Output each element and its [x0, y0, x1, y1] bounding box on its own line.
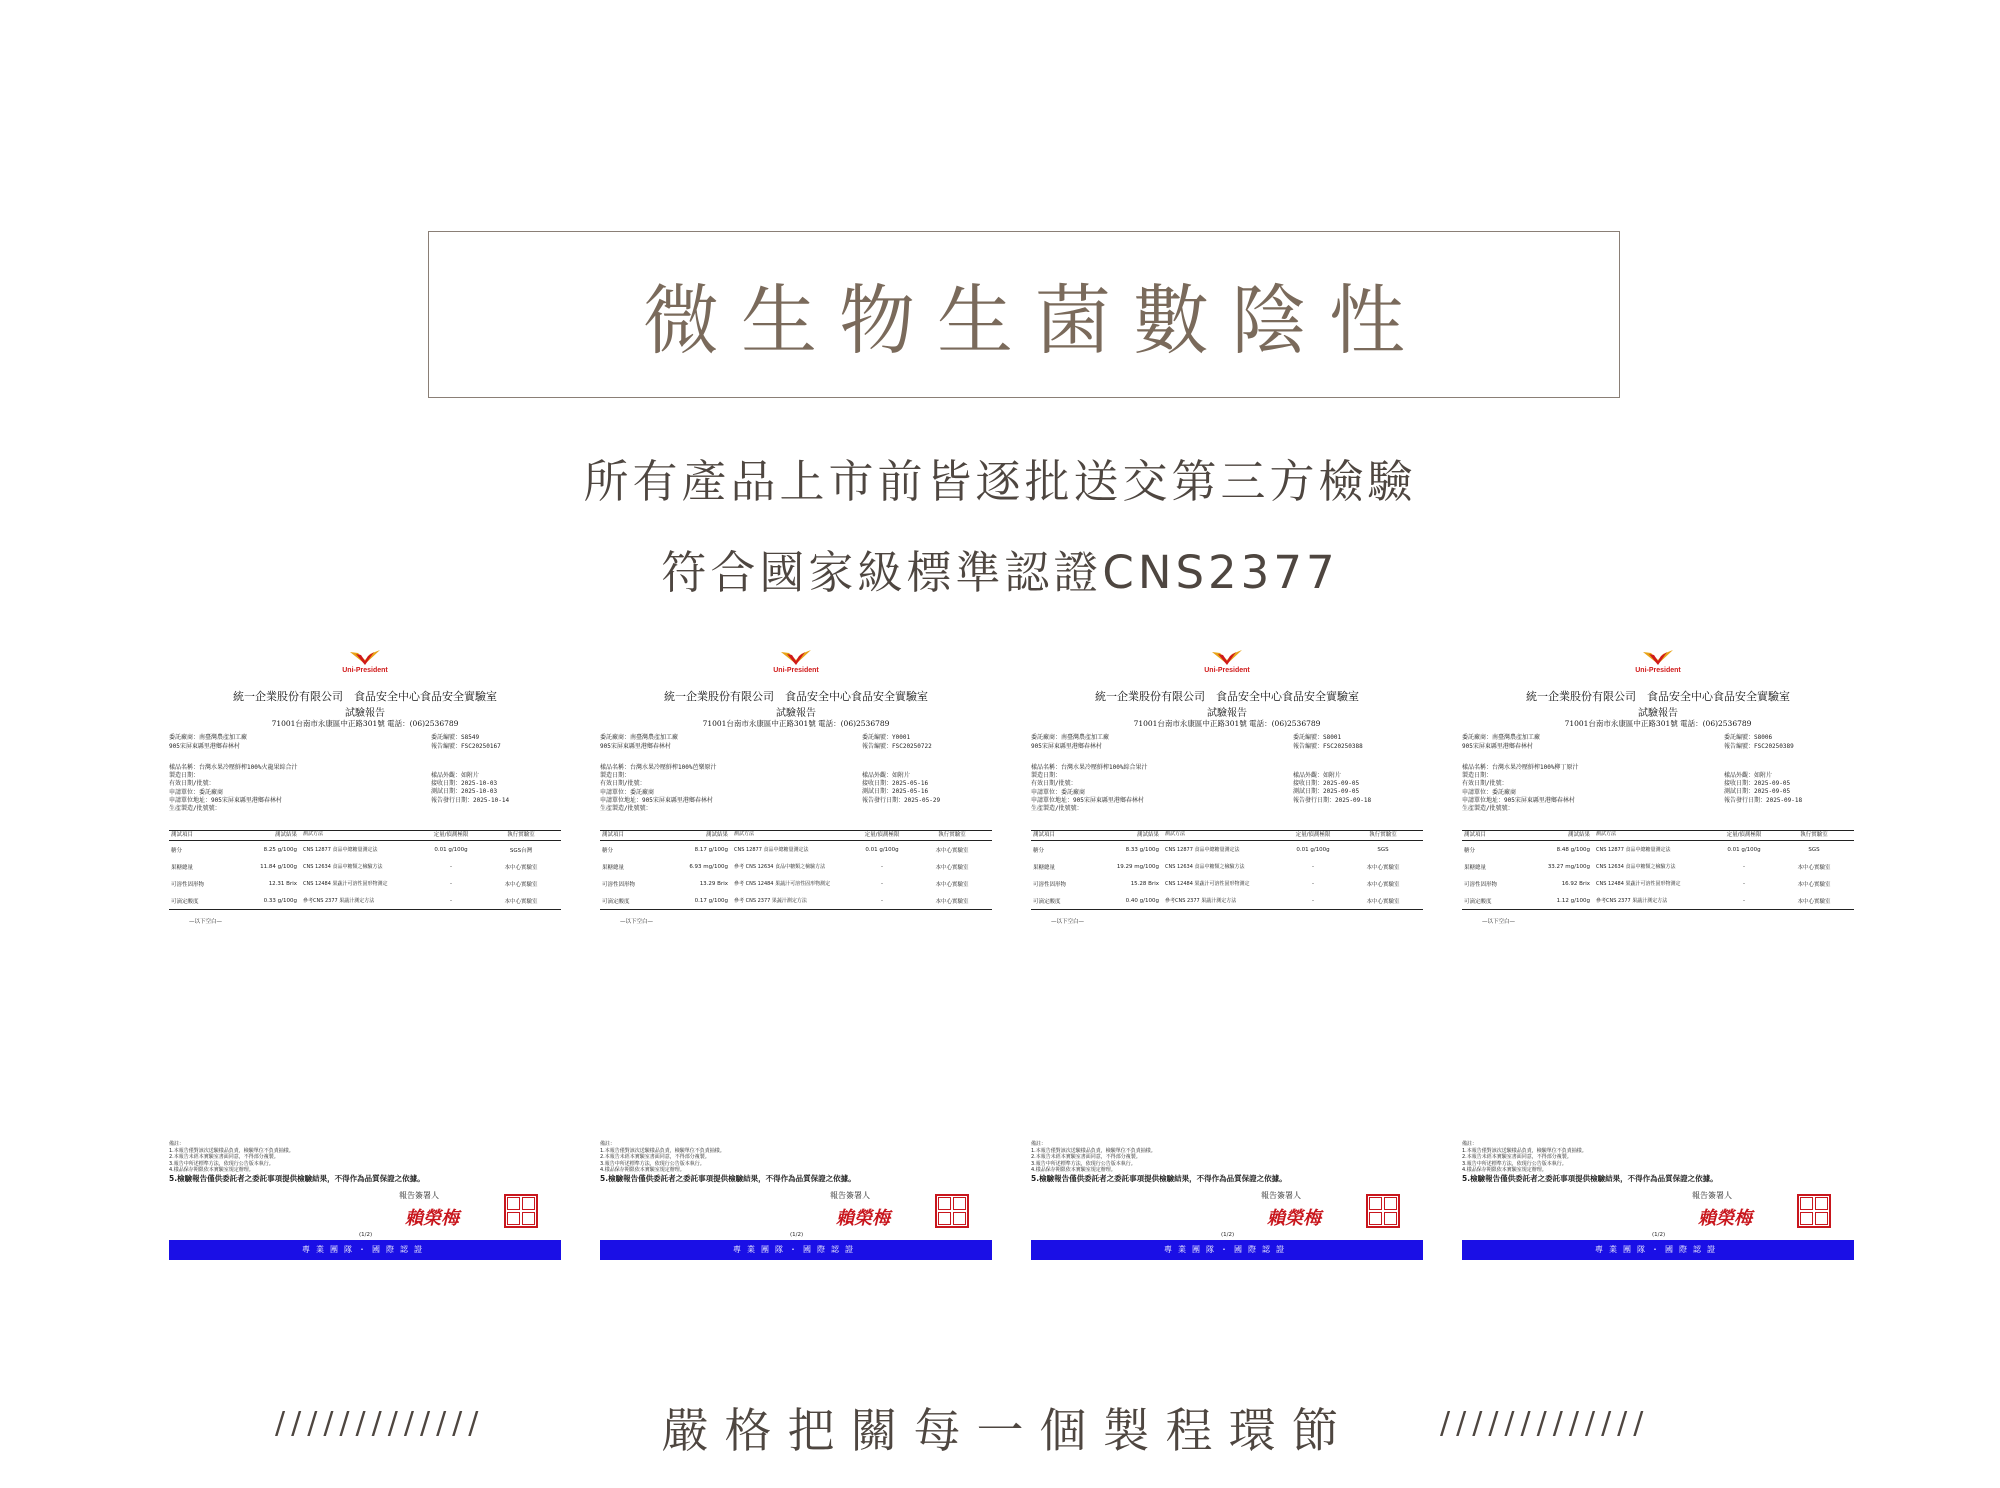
- signature: 賴榮梅: [405, 1208, 459, 1229]
- footer-band: 專業團隊・國際認證: [1462, 1240, 1854, 1260]
- sample-info-line: 有效日期/批號：: [600, 780, 646, 788]
- results-table: [1462, 830, 1854, 910]
- logo-bird-icon: [1210, 648, 1244, 668]
- client-address: 905宋屏東縣里港鄉春林村: [600, 742, 671, 750]
- table-row: [1031, 892, 1423, 909]
- table-row: [169, 892, 561, 909]
- test-method: CNS 12877 食品中總糖量測定法: [1165, 846, 1240, 853]
- report-title: 試驗報告: [1638, 708, 1678, 719]
- lab-name: 本中心實驗室: [935, 864, 969, 871]
- logo-bird-icon: [348, 648, 382, 668]
- client-name: 委託廠商：南臺灣農產加工廠: [1031, 734, 1110, 741]
- product-name: 樣品名稱：台灣水果冷壓鮮榨100%芭樂原汁: [600, 764, 717, 771]
- test-report-document: [169, 642, 561, 1262]
- detection-limit: -: [1312, 863, 1314, 870]
- table-row: [600, 858, 992, 875]
- table-header: [1462, 831, 1854, 841]
- test-report-document: [600, 642, 992, 1262]
- test-result: 11.84 g/100g: [260, 863, 297, 870]
- table-row: [169, 875, 561, 892]
- client-info: [600, 734, 678, 751]
- page-number: (1/2): [790, 1232, 804, 1238]
- lab-name: 本中心實驗室: [935, 898, 969, 905]
- client-name: 委託廠商：南臺灣農產加工廠: [169, 734, 248, 741]
- test-method: 參考 CNS 12484 果蔬汁可溶性固形物測定: [734, 880, 831, 887]
- detection-limit: 0.01 g/100g: [865, 846, 899, 853]
- lab-name: SGS台灣: [509, 847, 533, 854]
- product-name: 樣品名稱：台灣水果冷壓鮮榨100%火龍果綜合汁: [169, 764, 298, 771]
- sample-info-line: 申請單位：委託廠商: [1031, 788, 1086, 796]
- lab-name: 本中心實驗室: [1797, 881, 1831, 888]
- org-line: 統一企業股份有限公司 食品安全中心食品安全實驗室: [1095, 690, 1359, 703]
- table-row: [169, 858, 561, 875]
- report-title: 試驗報告: [345, 708, 385, 719]
- page-number: (1/2): [1652, 1232, 1666, 1238]
- note-emphasis: 5.檢驗報告僅供委託者之委託事項提供檢驗結果，不得作為品質保證之依據。: [600, 1173, 856, 1183]
- lab-name: 本中心實驗室: [504, 898, 538, 905]
- sample-info-line: 申請單位：委託廠商: [600, 788, 655, 796]
- test-item: 果糖總量: [1033, 864, 1056, 871]
- logo-bird-icon: [1641, 648, 1675, 668]
- logo-wordmark: Uni-President: [1204, 667, 1250, 674]
- sample-info-line: 生產製造/批號號：: [600, 805, 652, 813]
- logo-wordmark: Uni-President: [342, 667, 388, 674]
- test-result: 33.27 mg/100g: [1547, 863, 1590, 870]
- sample-info-line: 申請單位地址：905宋屏東縣里港鄉春林村: [169, 796, 282, 804]
- sample-date-line: 接收日期：2025-10-03: [431, 780, 498, 788]
- column-header: 測試項目: [171, 832, 194, 838]
- test-item: 可溶性固形物: [1033, 881, 1067, 888]
- detection-limit: -: [450, 897, 452, 904]
- client-name: 委託廠商：南臺灣農產加工廠: [1462, 734, 1541, 741]
- column-header: 執行實驗室: [938, 832, 966, 838]
- sample-info: [169, 764, 297, 813]
- sample-dates: [431, 772, 509, 805]
- table-row: [1462, 841, 1854, 858]
- test-item: 可溶性固形物: [1464, 881, 1498, 888]
- table-row: [600, 841, 992, 858]
- page-number: (1/2): [1221, 1232, 1235, 1238]
- note-line: 4.樣品保存期限依本實驗室規定辦理。: [169, 1167, 254, 1173]
- report-number: 報告編號：FSC20250388: [1293, 742, 1363, 750]
- detection-limit: 0.01 g/100g: [1727, 846, 1761, 853]
- org-address: 71001台南市永康區中正路301號 電話：(06)2536789: [702, 719, 890, 728]
- signature: 賴榮梅: [836, 1208, 890, 1229]
- sample-dates: [862, 772, 940, 805]
- test-item: 糖分: [171, 847, 183, 854]
- report-notes: [600, 1141, 992, 1184]
- test-method: CNS 12877 食品中總糖量測定法: [303, 846, 378, 853]
- results-table: [600, 830, 992, 910]
- test-result: 0.17 g/100g: [694, 897, 728, 904]
- column-header: 測試項目: [1464, 832, 1487, 838]
- column-header: 定量/偵測極限: [1726, 832, 1762, 838]
- org-address: 71001台南市永康區中正路301號 電話：(06)2536789: [1564, 719, 1752, 728]
- table-row: [1462, 858, 1854, 875]
- detection-limit: -: [1743, 863, 1745, 870]
- sample-info-line: 製造日期：: [1031, 772, 1062, 780]
- lab-name: 本中心實驗室: [935, 881, 969, 888]
- test-item: 果糖總量: [171, 864, 194, 871]
- table-row: [1031, 841, 1423, 858]
- sample-info-line: 申請單位地址：905宋屏東縣里港鄉春林村: [1031, 796, 1144, 804]
- table-end-note: —以下空白—: [1051, 919, 1085, 925]
- test-method: CNS 12634 食品中糖類之檢驗方法: [1165, 863, 1245, 870]
- lab-name: 本中心實驗室: [1366, 864, 1400, 871]
- note-line: 2.本報告未經本實驗室書面同意，不得部分複製。: [600, 1154, 710, 1160]
- test-method: CNS 12877 食品中總糖量測定法: [734, 846, 809, 853]
- sample-dates: [1724, 772, 1802, 805]
- sample-date-line: 測試日期：2025-09-05: [1293, 788, 1360, 796]
- company-logo: [169, 648, 561, 674]
- test-result: 12.31 Brix: [268, 880, 297, 887]
- footer-band: 專業團隊・國際認證: [600, 1240, 992, 1260]
- lab-name: SGS: [1808, 846, 1820, 853]
- report-title: 試驗報告: [776, 708, 816, 719]
- note-line: 2.本報告未經本實驗室書面同意，不得部分複製。: [169, 1154, 279, 1160]
- test-result: 13.29 Brix: [699, 880, 728, 887]
- sample-date-line: 接收日期：2025-09-05: [1293, 780, 1360, 788]
- sample-date-line: 測試日期：2025-05-16: [862, 788, 929, 796]
- test-method: 參考 CNS 2377 果蔬汁測定方法: [734, 897, 807, 904]
- sample-info-line: 有效日期/批號：: [1462, 780, 1508, 788]
- notes-heading: 備註：: [169, 1141, 185, 1147]
- subtitle-line-2: 符合國家級標準認證CNS2377: [661, 546, 1339, 599]
- report-notes: [1031, 1141, 1423, 1184]
- note-line: 2.本報告未經本實驗室書面同意，不得部分複製。: [1031, 1154, 1141, 1160]
- official-seal-icon: [1366, 1194, 1400, 1228]
- table-row: [1031, 858, 1423, 875]
- note-line: 3.報告中所述標準方法，依現行公告版本執行。: [1462, 1160, 1567, 1167]
- test-method: CNS 12484 果蔬汁可溶性固形物測定: [1596, 880, 1681, 887]
- lab-name: 本中心實驗室: [1797, 864, 1831, 871]
- lab-name: 本中心實驗室: [1797, 898, 1831, 905]
- table-header: [169, 831, 561, 841]
- sample-info-line: 生產製造/批號號：: [1462, 805, 1514, 813]
- company-logo: [600, 648, 992, 674]
- sample-info-line: 有效日期/批號：: [169, 780, 215, 788]
- test-result: 0.40 g/100g: [1125, 897, 1159, 904]
- report-notes: [169, 1141, 561, 1184]
- logo-wordmark: Uni-President: [773, 667, 819, 674]
- signer-label: 報告簽署人: [399, 1191, 439, 1200]
- test-report-document: [1462, 642, 1854, 1262]
- table-header: [600, 831, 992, 841]
- table-end-note: —以下空白—: [1482, 919, 1516, 925]
- detection-limit: -: [1743, 897, 1745, 904]
- company-logo: [1462, 648, 1854, 674]
- sample-info-line: 申請單位：委託廠商: [1462, 788, 1517, 796]
- test-result: 0.33 g/100g: [263, 897, 297, 904]
- note-emphasis: 5.檢驗報告僅供委託者之委託事項提供檢驗結果，不得作為品質保證之依據。: [1031, 1173, 1287, 1183]
- sample-info-line: 申請單位地址：905宋屏東縣里港鄉春林村: [1462, 796, 1575, 804]
- column-header: 執行實驗室: [1800, 832, 1828, 838]
- signature: 賴榮梅: [1267, 1208, 1321, 1229]
- test-method: CNS 12484 果蔬汁可溶性固形物測定: [1165, 880, 1250, 887]
- logo-bird-icon: [779, 648, 813, 668]
- client-name: 委託廠商：南臺灣農產加工廠: [600, 734, 679, 741]
- detection-limit: -: [1312, 880, 1314, 887]
- sample-date-line: 測試日期：2025-10-03: [431, 788, 498, 796]
- column-header: 執行實驗室: [1369, 832, 1397, 838]
- sample-dates: [1293, 772, 1371, 805]
- sample-date-line: 接收日期：2025-09-05: [1724, 780, 1791, 788]
- page-heading: 微生物生菌數陰性: [643, 276, 1427, 365]
- signer-label: 報告簽署人: [1692, 1191, 1732, 1200]
- report-ids: [1293, 734, 1363, 751]
- sample-info: [1031, 764, 1147, 813]
- detection-limit: 0.01 g/100g: [434, 846, 468, 853]
- test-result: 16.92 Brix: [1561, 880, 1590, 887]
- test-method: CNS 12634 食品中糖類之檢驗方法: [303, 863, 383, 870]
- client-info: [169, 734, 247, 751]
- test-item: 糖分: [602, 847, 614, 854]
- signer-label: 報告簽署人: [830, 1191, 870, 1200]
- detection-limit: -: [1743, 880, 1745, 887]
- detection-limit: -: [450, 880, 452, 887]
- footer-band: 專業團隊・國際認證: [169, 1240, 561, 1260]
- sample-date-line: 報告發行日期：2025-05-29: [862, 796, 941, 804]
- test-item: 果糖總量: [1464, 864, 1487, 871]
- test-report-document: [1031, 642, 1423, 1262]
- note-line: 4.樣品保存期限依本實驗室規定辦理。: [1031, 1167, 1116, 1173]
- note-line: 1.本報告僅對該次送驗樣品負責，檢驗單位不負責抽樣。: [600, 1147, 725, 1154]
- lab-name: 本中心實驗室: [1366, 898, 1400, 905]
- column-header: 測試項目: [602, 832, 625, 838]
- detection-limit: -: [881, 880, 883, 887]
- note-line: 2.本報告未經本實驗室書面同意，不得部分複製。: [1462, 1154, 1572, 1160]
- column-header: 測試結果: [1567, 832, 1590, 838]
- sample-date-line: 報告發行日期：2025-10-14: [431, 796, 510, 804]
- test-item: 糖分: [1033, 847, 1045, 854]
- sample-info-line: 申請單位：委託廠商: [169, 788, 224, 796]
- report-notes: [1462, 1141, 1854, 1184]
- column-header: 測試結果: [1136, 832, 1159, 838]
- sample-date-line: 報告發行日期：2025-09-18: [1293, 796, 1372, 804]
- sample-info-line: 申請單位地址：905宋屏東縣里港鄉春林村: [600, 796, 713, 804]
- test-method: CNS 12484 果蔬汁可溶性固形物測定: [303, 880, 388, 887]
- sample-info-line: 製造日期：: [600, 772, 631, 780]
- sample-info: [600, 764, 716, 813]
- client-address: 905宋屏東縣里港鄉春林村: [1462, 742, 1533, 750]
- column-header: 測試方法: [1596, 831, 1617, 837]
- footer-slashes-left: /////////////: [275, 1406, 485, 1441]
- note-emphasis: 5.檢驗報告僅供委託者之委託事項提供檢驗結果，不得作為品質保證之依據。: [1462, 1173, 1718, 1183]
- sample-date-line: 樣品外觀：如附片: [1293, 772, 1342, 779]
- report-number: 報告編號：FSC20250389: [1724, 742, 1794, 750]
- org-address: 71001台南市永康區中正路301號 電話：(06)2536789: [271, 719, 459, 728]
- column-header: 測試方法: [1165, 831, 1186, 837]
- official-seal-icon: [935, 1194, 969, 1228]
- column-header: 定量/偵測極限: [433, 832, 469, 838]
- note-line: 1.本報告僅對該次送驗樣品負責，檢驗單位不負責抽樣。: [169, 1147, 294, 1154]
- test-method: CNS 12634 食品中糖類之檢驗方法: [1596, 863, 1676, 870]
- column-header: 測試項目: [1033, 832, 1056, 838]
- footer-slashes-right: /////////////: [1440, 1406, 1650, 1441]
- table-row: [1462, 875, 1854, 892]
- sample-number: 委託編號：S8549: [431, 734, 480, 741]
- test-method: CNS 12877 食品中總糖量測定法: [1596, 846, 1671, 853]
- org-line: 統一企業股份有限公司 食品安全中心食品安全實驗室: [1526, 690, 1790, 703]
- note-line: 3.報告中所述標準方法，依現行公告版本執行。: [169, 1160, 274, 1167]
- sample-date-line: 測試日期：2025-09-05: [1724, 788, 1791, 796]
- product-name: 樣品名稱：台灣水果冷壓鮮榨100%綜合果汁: [1031, 764, 1148, 771]
- sample-date-line: 樣品外觀：如附片: [431, 772, 480, 779]
- signature: 賴榮梅: [1698, 1208, 1752, 1229]
- client-address: 905宋屏東縣里港鄉春林村: [1031, 742, 1102, 750]
- report-number: 報告編號：FSC20250722: [862, 742, 932, 750]
- company-logo: [1031, 648, 1423, 674]
- sample-date-line: 樣品外觀：如附片: [1724, 772, 1773, 779]
- test-item: 糖分: [1464, 847, 1476, 854]
- test-result: 8.48 g/100g: [1556, 846, 1590, 853]
- table-end-note: —以下空白—: [620, 919, 654, 925]
- client-address: 905宋屏東縣里港鄉春林村: [169, 742, 240, 750]
- report-ids: [431, 734, 501, 751]
- table-row: [1031, 875, 1423, 892]
- note-line: 4.樣品保存期限依本實驗室規定辦理。: [600, 1167, 685, 1173]
- lab-name: 本中心實驗室: [935, 847, 969, 854]
- column-header: 測試方法: [303, 831, 324, 837]
- test-method: 參考 CNS 12634 食品中糖類之檢驗方法: [734, 863, 826, 870]
- footer: [0, 1394, 2000, 1459]
- official-seal-icon: [504, 1194, 538, 1228]
- detection-limit: -: [881, 897, 883, 904]
- test-method: 參考CNS 2377 果蔬汁測定方法: [1596, 897, 1668, 904]
- table-end-note: —以下空白—: [189, 919, 223, 925]
- note-emphasis: 5.檢驗報告僅供委託者之委託事項提供檢驗結果，不得作為品質保證之依據。: [169, 1173, 425, 1183]
- detection-limit: -: [1312, 897, 1314, 904]
- org-address: 71001台南市永康區中正路301號 電話：(06)2536789: [1133, 719, 1321, 728]
- results-table: [169, 830, 561, 910]
- test-item: 可溶性固形物: [602, 881, 636, 888]
- test-result: 6.93 mg/100g: [689, 863, 728, 870]
- column-header: 測試結果: [274, 832, 297, 838]
- sample-info-line: 製造日期：: [169, 772, 200, 780]
- official-seal-icon: [1797, 1194, 1831, 1228]
- footer-band: 專業團隊・國際認證: [1031, 1240, 1423, 1260]
- test-result: 15.28 Brix: [1130, 880, 1159, 887]
- sample-info: [1462, 764, 1578, 813]
- page-number: (1/2): [359, 1232, 373, 1238]
- table-row: [169, 841, 561, 858]
- column-header: 測試結果: [705, 832, 728, 838]
- test-item: 可滴定酸度: [1033, 898, 1061, 905]
- test-item: 可溶性固形物: [171, 881, 205, 888]
- client-info: [1462, 734, 1540, 751]
- client-info: [1031, 734, 1109, 751]
- test-item: 可滴定酸度: [1464, 898, 1492, 905]
- lab-name: SGS: [1377, 846, 1389, 853]
- product-name: 樣品名稱：台灣水果冷壓鮮榨100%柳丁原汁: [1462, 764, 1579, 771]
- lab-name: 本中心實驗室: [504, 864, 538, 871]
- note-line: 1.本報告僅對該次送驗樣品負責，檢驗單位不負責抽樣。: [1462, 1147, 1587, 1154]
- report-ids: [862, 734, 932, 751]
- sample-info-line: 有效日期/批號：: [1031, 780, 1077, 788]
- column-header: 測試方法: [734, 831, 755, 837]
- sample-number: 委託編號：Y0001: [862, 734, 911, 741]
- test-method: 參考CNS 2377 果蔬汁測定方法: [303, 897, 375, 904]
- sample-number: 委託編號：S8006: [1724, 734, 1773, 741]
- note-line: 1.本報告僅對該次送驗樣品負責，檢驗單位不負責抽樣。: [1031, 1147, 1156, 1154]
- org-line: 統一企業股份有限公司 食品安全中心食品安全實驗室: [233, 690, 497, 703]
- table-row: [600, 892, 992, 909]
- lab-name: 本中心實驗室: [504, 881, 538, 888]
- heading-box: [428, 231, 1620, 398]
- detection-limit: -: [450, 863, 452, 870]
- test-result: 8.25 g/100g: [263, 846, 297, 853]
- note-line: 3.報告中所述標準方法，依現行公告版本執行。: [1031, 1160, 1136, 1167]
- sample-number: 委託編號：S8001: [1293, 734, 1342, 741]
- note-line: 3.報告中所述標準方法，依現行公告版本執行。: [600, 1160, 705, 1167]
- test-result: 8.33 g/100g: [1125, 846, 1159, 853]
- notes-heading: 備註：: [1462, 1141, 1478, 1147]
- logo-wordmark: Uni-President: [1635, 667, 1681, 674]
- results-table: [1031, 830, 1423, 910]
- signer-label: 報告簽署人: [1261, 1191, 1301, 1200]
- test-result: 19.29 mg/100g: [1116, 863, 1159, 870]
- table-row: [600, 875, 992, 892]
- report-ids: [1724, 734, 1794, 751]
- notes-heading: 備註：: [1031, 1141, 1047, 1147]
- test-result: 1.12 g/100g: [1556, 897, 1590, 904]
- test-result: 8.17 g/100g: [694, 846, 728, 853]
- table-header: [1031, 831, 1423, 841]
- notes-heading: 備註：: [600, 1141, 616, 1147]
- test-item: 可滴定酸度: [602, 898, 630, 905]
- org-line: 統一企業股份有限公司 食品安全中心食品安全實驗室: [664, 690, 928, 703]
- column-header: 定量/偵測極限: [864, 832, 900, 838]
- sample-date-line: 報告發行日期：2025-09-18: [1724, 796, 1803, 804]
- test-item: 果糖總量: [602, 864, 625, 871]
- footer-text: 嚴格把關每一個製程環節: [661, 1404, 1355, 1459]
- sample-date-line: 接收日期：2025-05-16: [862, 780, 929, 788]
- report-title: 試驗報告: [1207, 708, 1247, 719]
- column-header: 執行實驗室: [507, 832, 535, 838]
- column-header: 定量/偵測極限: [1295, 832, 1331, 838]
- sample-info-line: 製造日期：: [1462, 772, 1493, 780]
- sample-info-line: 生產製造/批號號：: [1031, 805, 1083, 813]
- test-method: 參考CNS 2377 果蔬汁測定方法: [1165, 897, 1237, 904]
- report-number: 報告編號：FSC20250167: [431, 742, 501, 750]
- lab-name: 本中心實驗室: [1366, 881, 1400, 888]
- detection-limit: 0.01 g/100g: [1296, 846, 1330, 853]
- sample-info-line: 生產製造/批號號：: [169, 805, 221, 813]
- detection-limit: -: [881, 863, 883, 870]
- test-item: 可滴定酸度: [171, 898, 199, 905]
- table-row: [1462, 892, 1854, 909]
- subtitle-line-1: 所有產品上市前皆逐批送交第三方檢驗: [583, 455, 1417, 508]
- sample-date-line: 樣品外觀：如附片: [862, 772, 911, 779]
- note-line: 4.樣品保存期限依本實驗室規定辦理。: [1462, 1167, 1547, 1173]
